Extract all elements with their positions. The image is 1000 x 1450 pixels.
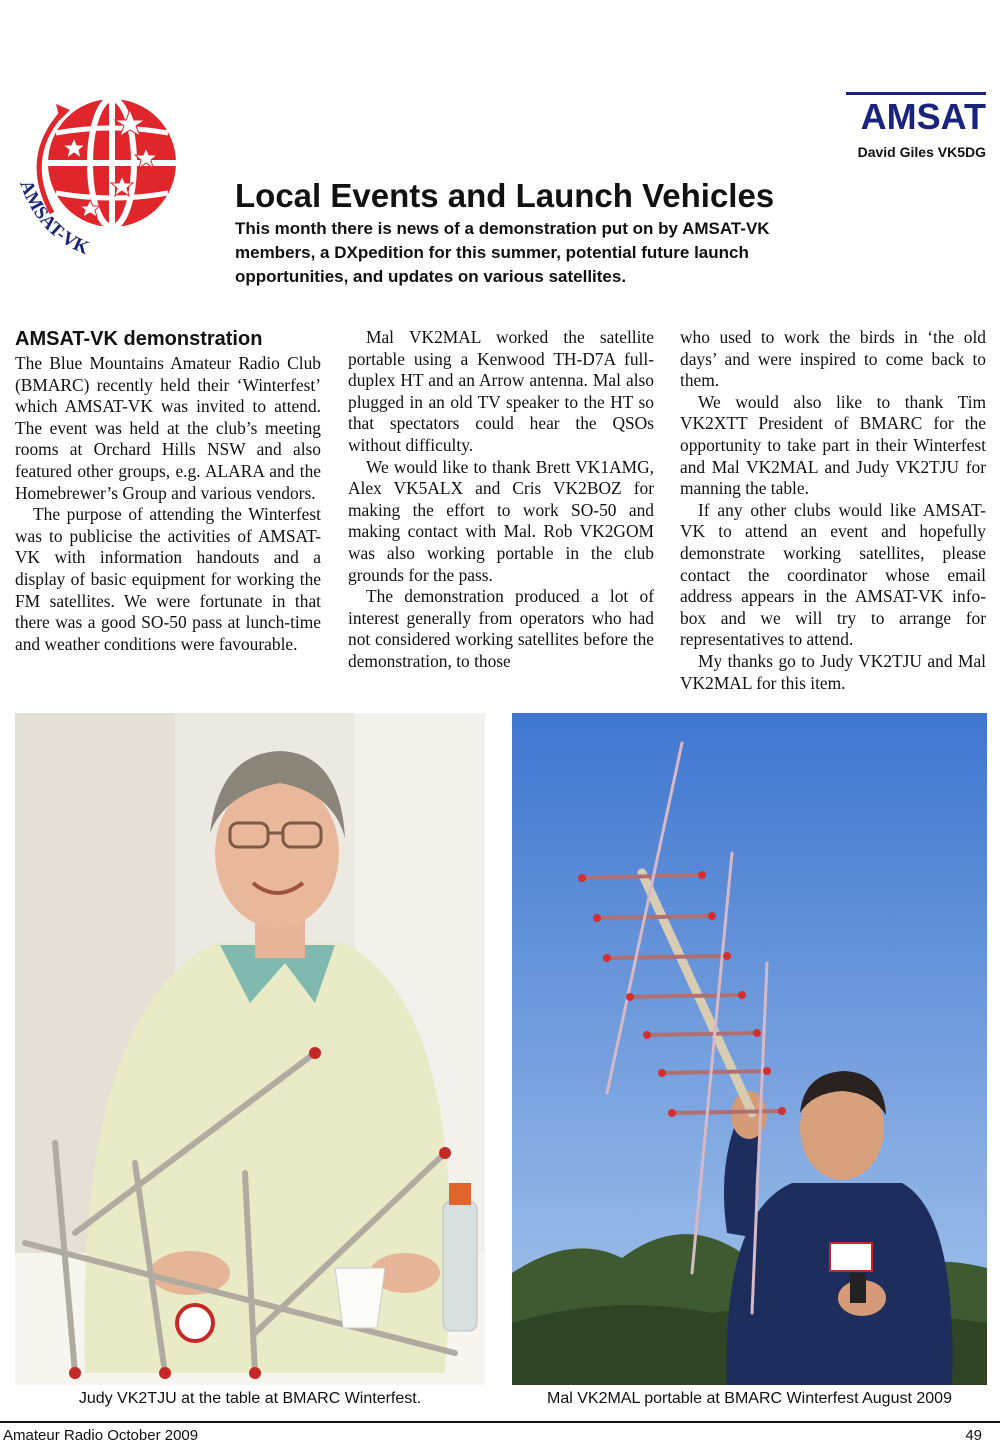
- photo-judy-at-table: [15, 713, 485, 1385]
- amsat-vk-logo: [12, 88, 187, 268]
- footer-divider: [0, 1421, 1000, 1423]
- logo-text: AMSAT-VK: [15, 177, 93, 259]
- section-label: AMSAT: [846, 92, 986, 139]
- article-title: Local Events and Launch Vehicles: [235, 177, 775, 214]
- article-standfirst: This month there is news of a demonstration put on by AMSAT-VK members, a DXpedition for this summer, potential future launch opportunities, and updates on various satellites.: [235, 219, 770, 286]
- page-number: 49: [965, 1427, 982, 1444]
- text-column-2: [348, 327, 654, 697]
- paragraph: My thanks go to Judy VK2TJU and Mal VK2MAL for this item.: [680, 650, 986, 693]
- paragraph: The demonstration produced a lot of interest generally from operators who had not considered working satellites before the demonstration, to those: [348, 586, 654, 671]
- photo-caption: Judy VK2TJU at the table at BMARC Winterfest.: [78, 1390, 422, 1407]
- paragraph: Mal VK2MAL worked the satellite portable using a Kenwood TH-D7A full-duplex HT and an Arrow antenna. Mal also plugged in an old TV speaker to the HT so that spectators could hear the QSOs without difficulty.: [348, 327, 654, 455]
- author-byline: David Giles VK5DG: [857, 144, 986, 160]
- paragraph: If any other clubs would like AMSAT-VK to attend an event and hopefully demonstrate working satellites, please contact the coordinator whose email address appears in the AMSAT-VK info-box and we will try to arrange for representatives to attend.: [680, 499, 986, 650]
- photo-caption: Mal VK2MAL portable at BMARC Winterfest August 2009: [547, 1390, 952, 1407]
- section-subheading: AMSAT-VK demonstration: [15, 328, 263, 350]
- paragraph: who used to work the birds in ‘the old days’ and were inspired to come back to them.: [680, 327, 986, 391]
- paragraph: We would like to thank Brett VK1AMG, Alex VK5ALX and Cris VK2BOZ for making the effort to work SO-50 and making contact with Mal. Rob VK2GOM was also working portable in the club grounds for the pass.: [348, 456, 654, 585]
- paragraph: The Blue Mountains Amateur Radio Club (BMARC) recently held their ‘Winterfest’ which AMSAT-VK was invited to attend. The event was held at the club’s meeting rooms at Orchard Hills NSW and also featured other groups, e.g. ALARA and the Homebrewer’s Group and various vendors.: [15, 353, 321, 503]
- text-column-1: [15, 327, 321, 697]
- footer-publication: Amateur Radio October 2009: [3, 1427, 199, 1444]
- paragraph: We would also like to thank Tim VK2XTT President of BMARC for the opportunity to take part in their Winterfest and Mal VK2MAL and Judy VK2TJU for manning the table.: [680, 391, 986, 499]
- paragraph: The purpose of attending the Winterfest was to publicise the activities of AMSAT-VK with information handouts and a display of basic equipment for working the FM satellites. We were fortunate in that there was a good SO-50 pass at lunch-time and weather conditions were favourable.: [15, 504, 321, 654]
- text-column-3: [680, 327, 986, 697]
- photo-mal-with-antenna: [512, 713, 987, 1385]
